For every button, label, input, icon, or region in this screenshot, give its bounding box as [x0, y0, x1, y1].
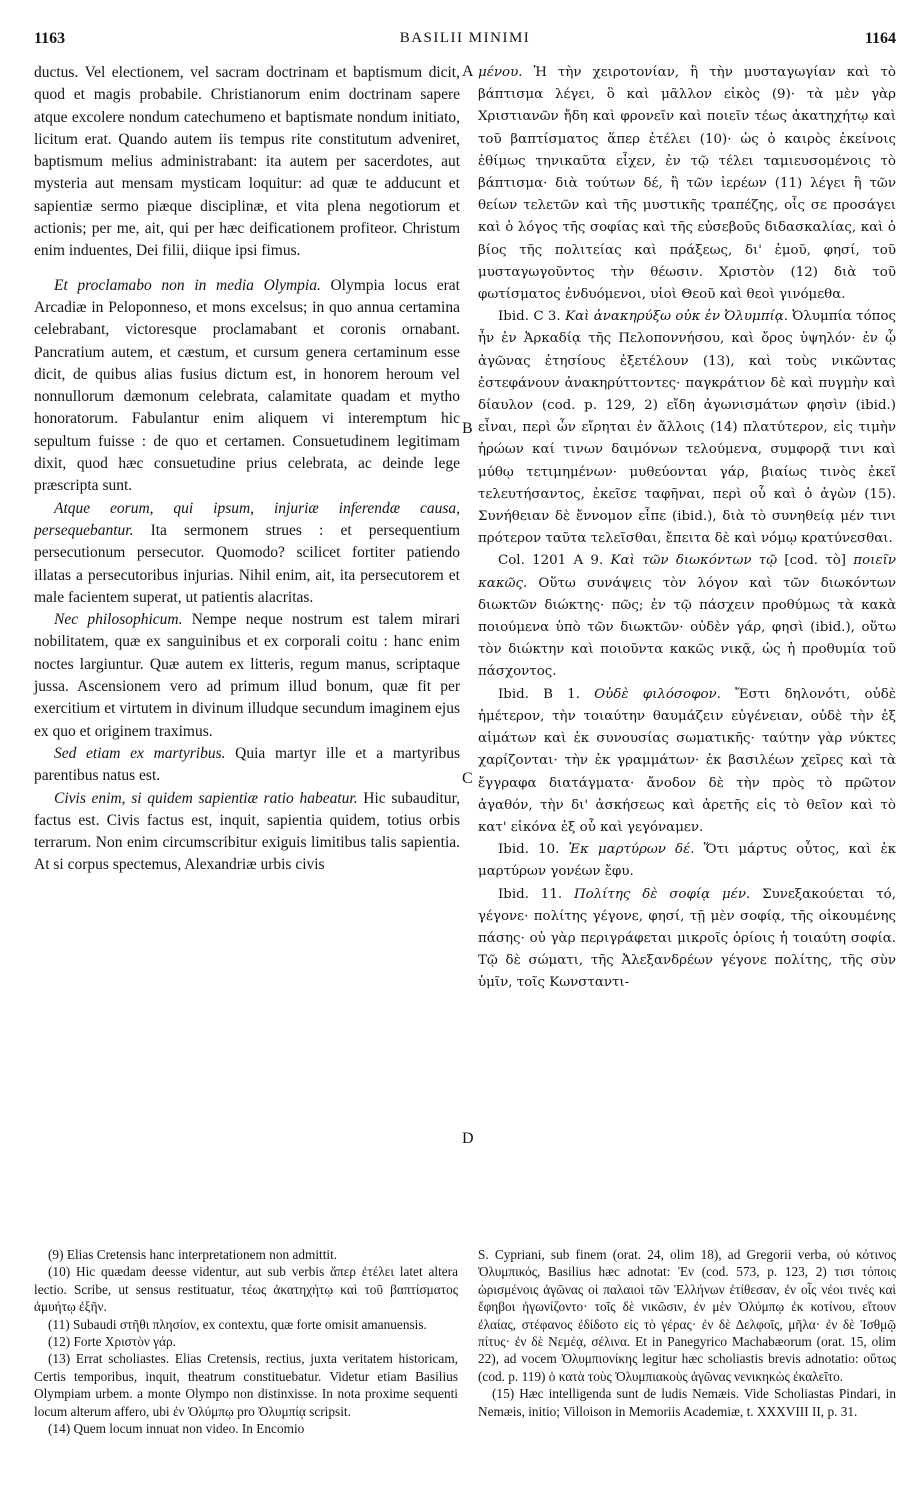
footnote-13: (13) Errat scholiastes. Elias Cretensis, rectius, juxta veritatem historicam, Certis temporibus, inquit, theatrum constituebatur. Videtur etiam Basilius Olympiam urbem. a monte Olympo non distinxisse. In nota proxime sequenti locum alterum affero, ubi ἐν Ὀλύμπῳ pro Ὀλυμπίᾳ scripsit. [34, 1351, 458, 1419]
footnote-14: (14) Quem locum innuat non video. In Encomio [48, 1421, 305, 1437]
latin-lemma-6: Civis enim, si quidem sapientiæ ratio habeatur. [54, 789, 358, 807]
footnote-14-continued: S. Cypriani, sub finem (orat. 24, olim 18), ad Gregorii verba, οὐ κότινος Ὀλυμπικός, Basilius hæc adnotat: Ἐν (cod. 573, p. 123, 2) τισι τόποις ὡρισμένοις ἀγῶνας οἱ παλαιοὶ τῶν Ἑλλήνων ἐτίθεσαν, ἐν οἷς νέοι τινὲς καὶ ἔφηβοι ἠγωνίζοντο· τοῖς δὲ νικῶσιν, ἐν μὲν Ὀλύμπῳ ἐκ κοτίνου, εἴτουν ἐλαίας, στέφανος ἐδίδοτο εἰς τὸ γέρας· ἐν δὲ Δελφοῖς, μῆλα· ἐν δὲ Ἰσθμῷ πίτυς· ἐν δὲ Νεμέᾳ, σέλινα. Et in Panegyrico Machabæorum (orat. 15, olim 22), ad vocem Ὀλυμπιονίκης legitur hæc scholiastis brevis adnotatio: οὕτως (cod. p. 119) ὁ κατὰ τοὺς Ὀλυμπιακοὺς ἀγῶνας νενικηκὼς ἐκαλεῖτο. [478, 1247, 896, 1384]
greek-paragraph-5 [478, 839, 896, 883]
margin-marker-a: A [462, 63, 474, 80]
greek-ref-6: Ibid. 11. [498, 886, 563, 902]
greek-lemma-3b: ποιεῖν κακῶς. [478, 553, 896, 591]
greek-text-1: Ἡ τὴν χειροτονίαν, ἢ τὴν μυσταγωγίαν καὶ τὸ βάπτισμα λέγει, ὃ καὶ μᾶλλον εἰκὸς (9)· τὰ μὲν γὰρ Χριστιανῶν ἤδη καὶ φρονεῖν καὶ ποιεῖν τέως ἀκατηχήτῳ καὶ τοῦ βαπτίσματος ἅπερ ἐτέλει (10)· ὡς ὁ καιρὸς ἐκείνοις ἐθίμως τηνικαῦτα εἶχεν, ἐν τῷ τέλει ταμιευσομένοις τὸ βάπτισμα· διὰ τούτων δέ, ἢ τῶν ἱερέων (11) λέγει ἢ τῶν θείων τελετῶν καὶ τῆς μυστικῆς τραπέζης, οἷς σε προσάγει καὶ ὁ λόγος τῆς σοφίας καὶ τῆς εὐσεβοῦς διδασκαλίας, καὶ ὁ βίος τῆς πολιτείας καὶ πράξεως, δι' ἐμοῦ, φησί, τοῦ μυσταγωγοῦντος τὴν θέωσιν. Χριστὸν (12) διὰ τοῦ φωτίσματος ἐνδυόμενοι, υἱοὶ Θεοῦ καὶ θεοὶ γινόμεθα. [478, 65, 896, 303]
greek-ref-5: Ibid. 10. [498, 842, 560, 858]
greek-lemma-1: μένου. [478, 65, 523, 80]
footnote-15: (15) Hæc intelligenda sunt de ludis Nemæis. Vide Scholiastas Pindari, in Nemæis, initio; Villoison in Memoriis Academiæ, t. XXXVIII II, p. 31. [478, 1386, 896, 1419]
latin-text-5: Quia martyr ille et a martyribus parentibus natus est. [34, 744, 460, 785]
latin-paragraph-5 [34, 743, 460, 788]
greek-column [478, 62, 896, 995]
running-header [34, 30, 896, 52]
greek-paragraph-2 [478, 306, 896, 550]
greek-text-2: Ὀλυμπία τόπος ἦν ἐν Ἀρκαδίᾳ τῆς Πελοποννήσου, καὶ ὄρος ὑψηλόν· ἐν ᾧ ἀγῶνας ἐτησίους ἐξετέλουν (13), καὶ τοὺς νικῶντας ἐστεφάνουν ἀνακηρύττοντες· παγκράτιον δὲ καὶ πυγμὴν καὶ δίαυλον (cod. p. 129, 2) εἴδη ἀγωνισμάτων φησὶν (ibid.) εἶναι, περὶ ὧν εἴρηται ἐν ἄλλοις (14) πλατύτερον, εἰς τιμὴν ἡρώων καί τινων δαιμόνων τελούμενα, συμφορᾷ τινι καὶ μύθῳ τετιμημένων· μυθεύονται γάρ, βιαίως τινὸς ἐκεῖ τελευτήσαντος, ἐκεῖσε ταφῆναι, περὶ οὗ καὶ ὁ ἀγὼν (15). Συνήθειαν δὲ ἔννομον εἶπε (ibid.), διὰ τὸ συνηθείᾳ μέν τινι πρότερον ταῦτα τελεῖσθαι, ἔπειτα δὲ καὶ νόμῳ κρατύνεσθαι. [478, 309, 897, 547]
greek-paragraph-6 [478, 884, 896, 995]
footnote-10: (10) Hic quædam deesse videntur, aut sub verbis ἅπερ ἐτέλει latet altera lectio. Scribe, ut sensus restituatur, τέως ἀκατηχήτῳ καὶ τοῦ βαπτίσματος ἀμυήτῳ ἐξῆν. [34, 1264, 458, 1315]
footnotes-left [34, 1246, 458, 1437]
greek-ref-3: Col. 1201 A 9. [498, 553, 604, 569]
footnote-12: (12) Forte Χριστὸν γάρ. [48, 1334, 176, 1350]
latin-paragraph-4 [34, 609, 460, 743]
greek-text-5: Ὅτι μάρτυς οὗτος, καὶ ἐκ μαρτύρων γονέων ἔφυ. [478, 842, 896, 880]
latin-lemma-3: Atque eorum, qui ipsum, injuriæ inferendæ causa, persequebantur. [34, 499, 460, 539]
footnote-9: (9) Elias Cretensis hanc interpretationem non admittit. [48, 1247, 338, 1262]
greek-bracket-3: [cod. τὸ] [784, 553, 846, 569]
greek-lemma-3: Καὶ τῶν διωκόντων τῷ [610, 553, 778, 569]
latin-paragraph-6 [34, 788, 460, 877]
latin-paragraph-1: ductus. Vel electionem, vel sacram doctrinam et baptismum dicit, quod et magis probabile. Christianorum enim doctrinam sapere atque excolere nondum catechumeno et baptismate nondum initiato, licitum erat. Quando autem iis tempus rite constitutum adveniret, baptismum melius administrabant: ita autem per sacerdotes, aut mysteria aut mensam mysticam loquitur: ad quæ te adducunt et sapientiæ sermo piæque disciplinæ, et vita plena negotiorum et actionis; per me, ait, qui per hæc deificationem profiteor. Christum enim induentes, Dei filii, diique ipsi fimus. [34, 64, 460, 260]
greek-paragraph-3 [478, 550, 896, 683]
greek-lemma-5: Ἐκ μαρτύρων δέ. [568, 842, 695, 858]
latin-lemma-4: Nec philosophicum. [54, 611, 183, 629]
latin-text-3: Ita sermonem strues : et persequentium persecutionum persecutor. Quomodo? scilicet fortiter patiendo illatas a persecutoribus injurias. Nihil enim, ait, ita persecutorem et male facientem superat, ut patientis alacritas. [34, 521, 460, 606]
running-title: BASILII MINIMI [399, 30, 531, 46]
greek-lemma-6: Πολίτης δὲ σοφίᾳ μέν. [573, 886, 751, 902]
latin-paragraph-3 [34, 498, 460, 609]
greek-text-6: Συνεξακούεται τό, γέγονε· πολίτης γέγονε, φησί, τῇ μὲν σοφίᾳ, τῆς οἰκουμένης πάσης· οὐ γὰρ περιγράφεται μικροῖς ὁρίοις ἡ τοιαύτη σοφία. Τῷ δὲ σώματι, τῆς Ἀλεξανδρέων γέγονε πολίτης, τῆς σὺν ὑμῖν, τοῖς Κωνσταντι- [478, 886, 896, 991]
greek-ref-4: Ibid. B 1. [498, 686, 580, 702]
greek-paragraph-1 [478, 62, 896, 306]
latin-paragraph-2 [34, 275, 460, 498]
footnote-11: (11) Subaudi στῆθι πλησίον, ex contextu, quæ forte omisit amanuensis. [48, 1316, 427, 1332]
margin-marker-b: B [462, 420, 473, 437]
latin-lemma-5: Sed etiam ex martyribus. [54, 744, 226, 762]
greek-lemma-4: Οὐδὲ φιλόσοφον. [594, 686, 721, 702]
latin-text-2: Olympia locus erat Arcadiæ in Peloponneso, et mons excelsus; in quo annua certamina celebrabant, victoresque proclamabant et coronis ornabant. Pancratium autem, et cæstum, et cursum genera certaminum esse dicit, de quibus alias fusius dictum est, in honorem heroum vel nonnullorum dæmonum celebrata, calamitate quadam et mytho honoratorum. Fabulantur enim aliquem vi interemptum hic sepultum fuisse : de quo et certamen. Consuetudinem legitimam dixit, quod hæc consuetudine prius celebrata, ac deinde lege præscripta sunt. [34, 276, 460, 495]
latin-text-6: Hic subauditur, factus est. Civis factus est, inquit, sapientia quidem, totius orbis terrarum. Non enim circumscribitur exiguis limitibus talis sapientia. At si corpus spectemus, Alexandriæ urbis civis [34, 789, 461, 874]
margin-marker-d: D [462, 1130, 474, 1147]
latin-lemma-2: Et proclamabo non in media Olympia. [54, 276, 321, 294]
page-number-left: 1163 [34, 30, 66, 47]
greek-text-4: Ἔστι δηλονότι, οὐδὲ ἡμέτερον, τὴν τοιαύτην θαυμάζειν εὐγένειαν, οὐδὲ τὴν ἐξ αἱμάτων καὶ ἐκ συνουσίας σωματικῆς· ταύτην γὰρ νύκτες χαρίζονται· τὴν ἐκ γραμμάτων· ἐκ βασιλέων χεῖρες καὶ τὰ ἔγγραφα διατάγματα· ἄνοδον δὲ τὴν πρὸς τὸ πρῶτον ἀγαθόν, τὴν δι' ἀσκήσεως καὶ ἀρετῆς εἰς τὸ θεῖον καὶ τὸ κατ' εἰκόνα ἐξ οὗ καὶ γεγόναμεν. [478, 686, 896, 835]
greek-ref-2: Ibid. C 3. [498, 309, 561, 325]
greek-paragraph-4 [478, 684, 896, 839]
latin-text-4: Nempe neque nostrum est talem mirari nobilitatem, quæ ex sanguinibus et ex corporali coitu : hanc enim noctes largiuntur. Quæ autem ex litteris, regum manus, scriptaque jussa. Ascensionem vero ad primum illud bonum, quæ fit per exercitium et virtutem in divinum illudque secundum imaginem ejus ex quo et originem traximus. [34, 611, 461, 740]
greek-text-3: Οὕτω συνάψεις τὸν λόγον καὶ τῶν διωκόντων διωκτῶν διώκτης· πῶς; ἐν τῷ πάσχειν προθύμως τὰ κακὰ ποιούμενα ὑπὸ τῶν διωκτῶν· οὐδὲν γάρ, φησὶ (ibid.), οὕτω τὸν διώκτην καὶ ποιοῦντα κακῶς νικᾷ, ὡς ἡ προθυμία τοῦ πάσχοντος. [478, 575, 896, 680]
footnotes-right [478, 1246, 896, 1420]
latin-column [34, 62, 460, 877]
page-number-right: 1164 [864, 30, 896, 47]
greek-lemma-2: Καὶ ἀνακηρύξω οὐκ ἐν Ὀλυμπίᾳ. [565, 309, 789, 325]
margin-marker-c: C [462, 770, 473, 787]
